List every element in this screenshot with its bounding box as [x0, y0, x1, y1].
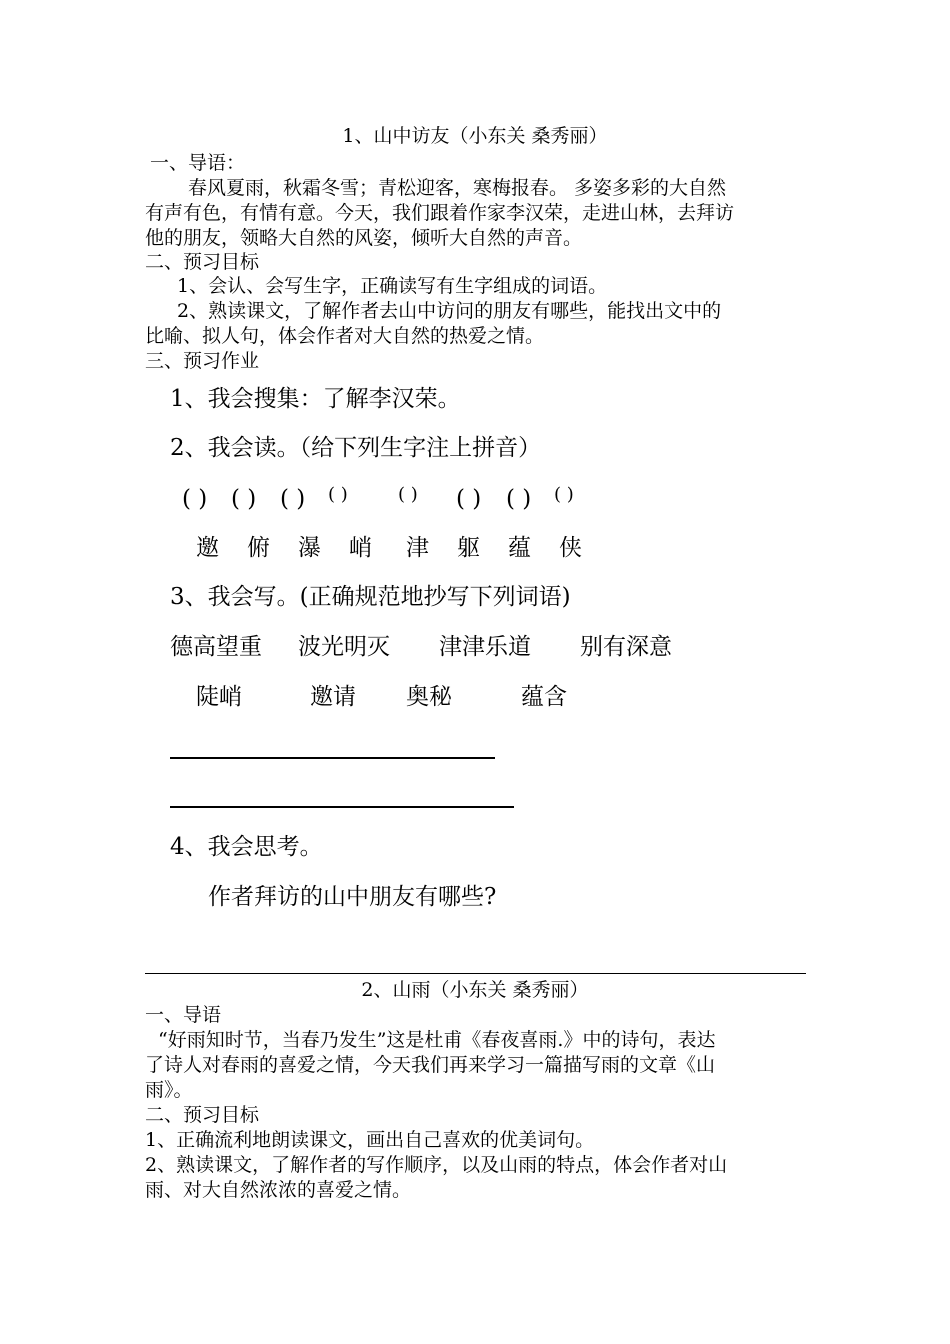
- lesson2-intro-line: “好雨知时节，当春乃发生”这是杜甫《春夜喜雨.》中的诗句，表达: [158, 1029, 716, 1051]
- character: 俯: [247, 535, 270, 561]
- pinyin-blank: ( ): [182, 486, 208, 512]
- character: 蕴: [508, 535, 531, 561]
- section-divider: [145, 973, 806, 974]
- lesson2-goals-heading: 二、预习目标: [145, 1104, 260, 1126]
- pinyin-blank: ( ): [506, 486, 532, 512]
- idiom: 波光明灭: [298, 634, 390, 660]
- lesson1-goal-2-cont: 比喻、拟人句，体会作者对大自然的热爱之情。: [145, 325, 545, 347]
- word: 陡峭: [196, 684, 242, 710]
- word-row: [0, 682, 950, 712]
- pinyin-blank: ( ): [231, 486, 257, 512]
- lesson2-goal-1: 1、正确流利地朗读课文，画出自己喜欢的优美词句。: [145, 1129, 595, 1151]
- word: 蕴含: [521, 684, 567, 710]
- pinyin-blank: ( ): [456, 486, 482, 512]
- lesson1-intro-line: 有声有色，有情有意。今天，我们跟着作家李汉荣，走进山林，去拜访: [145, 202, 735, 224]
- lesson2-intro-heading: 一、导语: [145, 1004, 222, 1026]
- lesson2-intro-line: 雨》。: [145, 1079, 193, 1101]
- task-1: 1、我会搜集：了解李汉荣。: [170, 386, 461, 412]
- idiom: 德高望重: [170, 634, 262, 660]
- character-row: [0, 533, 950, 563]
- lesson2-title: 2、山雨（小东关 桑秀丽）: [361, 979, 589, 1001]
- lesson1-title: 1、山中访友（小东关 桑秀丽）: [342, 125, 608, 147]
- task-2: 2、我会读。（给下列生字注上拼音）: [170, 435, 542, 461]
- task-4: 4、我会思考。: [170, 834, 323, 860]
- lesson1-intro-heading: 一、导语：: [150, 152, 246, 174]
- lesson1-homework-heading: 三、预习作业: [145, 350, 260, 372]
- character: 躯: [457, 535, 480, 561]
- idiom: 别有深意: [580, 634, 672, 660]
- character: 邀: [196, 535, 219, 561]
- idiom: 津津乐道: [439, 634, 531, 660]
- idiom-row: [0, 632, 950, 662]
- character: 津: [406, 535, 429, 561]
- lesson1-goal-2: 2、熟读课文，了解作者去山中访问的朋友有哪些，能找出文中的: [177, 300, 722, 322]
- word: 奥秘: [406, 684, 452, 710]
- writing-line: [170, 806, 514, 808]
- lesson1-intro-line: 他的朋友，领略大自然的风姿，倾听大自然的声音。: [145, 227, 583, 249]
- task-3: 3、我会写。(正确规范地抄写下列词语): [170, 584, 571, 610]
- lesson2-intro-line: 了诗人对春雨的喜爱之情，今天我们再来学习一篇描写雨的文章《山: [145, 1054, 716, 1076]
- lesson1-goal-1: 1、会认、会写生字，正确读写有生字组成的词语。: [177, 275, 608, 297]
- lesson2-goal-2-cont: 雨、对大自然浓浓的喜爱之情。: [145, 1179, 412, 1201]
- pinyin-blank: ( ): [328, 484, 348, 505]
- character: 瀑: [298, 535, 321, 561]
- pinyin-blank-row: [0, 484, 950, 514]
- lesson1-goals-heading: 二、预习目标: [145, 251, 260, 273]
- lesson2-goal-2: 2、熟读课文，了解作者的写作顺序，以及山雨的特点，体会作者对山: [145, 1154, 728, 1176]
- character: 峭: [349, 535, 372, 561]
- pinyin-blank: ( ): [398, 484, 418, 505]
- writing-line: [170, 757, 495, 759]
- character: 侠: [559, 535, 582, 561]
- pinyin-blank: ( ): [280, 486, 306, 512]
- word: 邀请: [310, 684, 356, 710]
- task-4-question: 作者拜访的山中朋友有哪些?: [208, 884, 497, 910]
- pinyin-blank: ( ): [554, 484, 574, 505]
- lesson1-intro-line: 春风夏雨，秋霜冬雪；青松迎客，寒梅报春。 多姿多彩的大自然: [188, 177, 727, 199]
